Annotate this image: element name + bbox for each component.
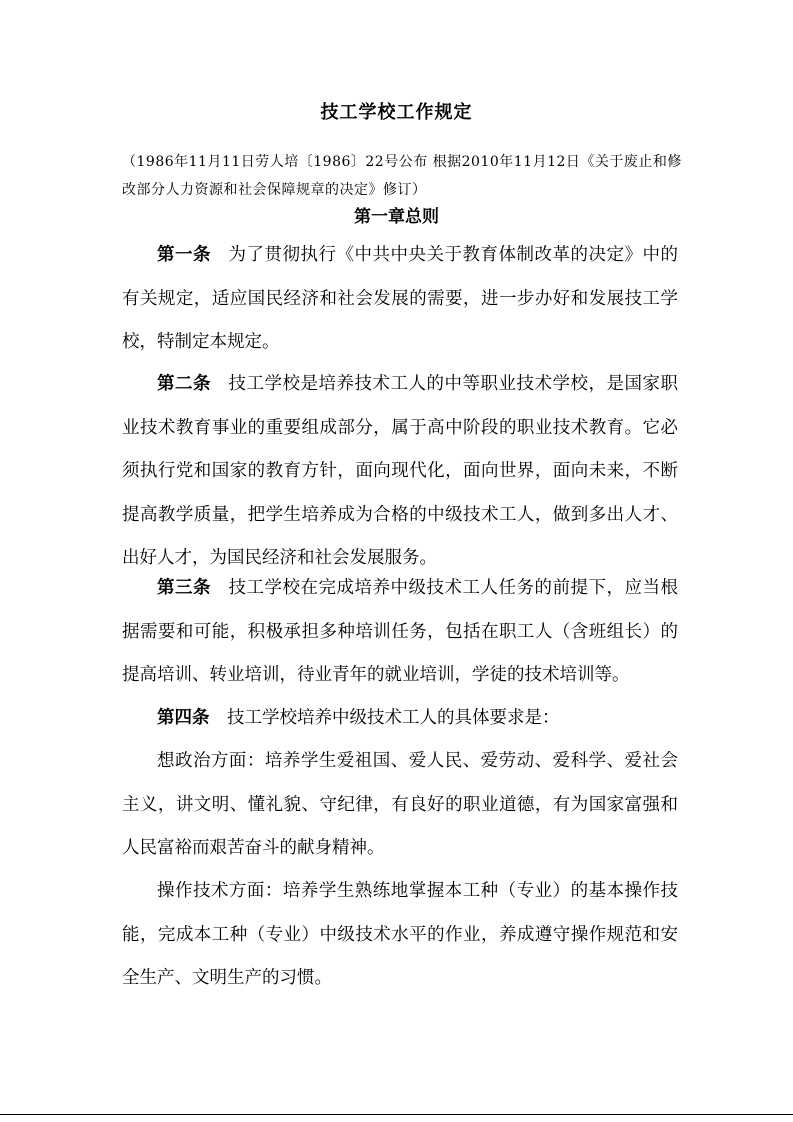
document-source-note: （1986年11月11日劳人培〔1986〕22号公布 根据2010年11月12日《关于废止和修改部分人力资源和社会保障规章的决定》修订） [122,154,682,198]
article-1 [122,234,678,365]
chapter-heading: 第一章总则 [354,207,439,227]
article-4-label: 第四条 [157,708,210,728]
article-2-text: 技工学校是培养技术工人的中等职业技术学校，是国家职业技术教育事业的重要组成部分，属于高中阶段的职业技术教育。它必须执行党和国家的教育方针，面向现代化，面向世界，面向未来，不断提高教学质量，把学生培养成为合格的中级技术工人，做到多出人才、出好人才，为国民经济和社会发展服务。 [122,374,678,568]
article-2-label: 第二条 [157,374,211,394]
article-1-text: 为了贯彻执行《中共中央关于教育体制改革的决定》中的有关规定，适应国民经济和社会发展的需要，进一步办好和发展技工学校，特制定本规定。 [122,245,678,352]
article-1-label: 第一条 [157,245,211,265]
article-4-text: 技工学校培养中级技术工人的具体要求是： [227,708,560,728]
article-3 [122,567,678,698]
article-2 [122,363,678,581]
article-4 [122,697,678,741]
article-3-text: 技工学校在完成培养中级技术工人任务的前提下，应当根据需要和可能，积极承担多种培训任务，包括在职工人（含班组长）的提高培训、转业培训，待业青年的就业培训，学徒的技术培训等。 [122,578,678,685]
article-3-label: 第三条 [157,578,211,598]
requirement-technical: 操作技术方面：培养学生熟练地掌握本工种（专业）的基本操作技能，完成本工种（专业）中级技术水平的作业，养成遵守操作规范和安全生产、文明生产的习惯。 [122,881,678,988]
document-title: 技工学校工作规定 [320,102,473,123]
page-bottom-rule [0,1114,793,1115]
requirement-political: 想政治方面：培养学生爱祖国、爱人民、爱劳动、爱科学、爱社会主义，讲文明、懂礼貌、守纪律，有良好的职业道德，有为国家富强和人民富裕而艰苦奋斗的献身精神。 [122,751,678,858]
